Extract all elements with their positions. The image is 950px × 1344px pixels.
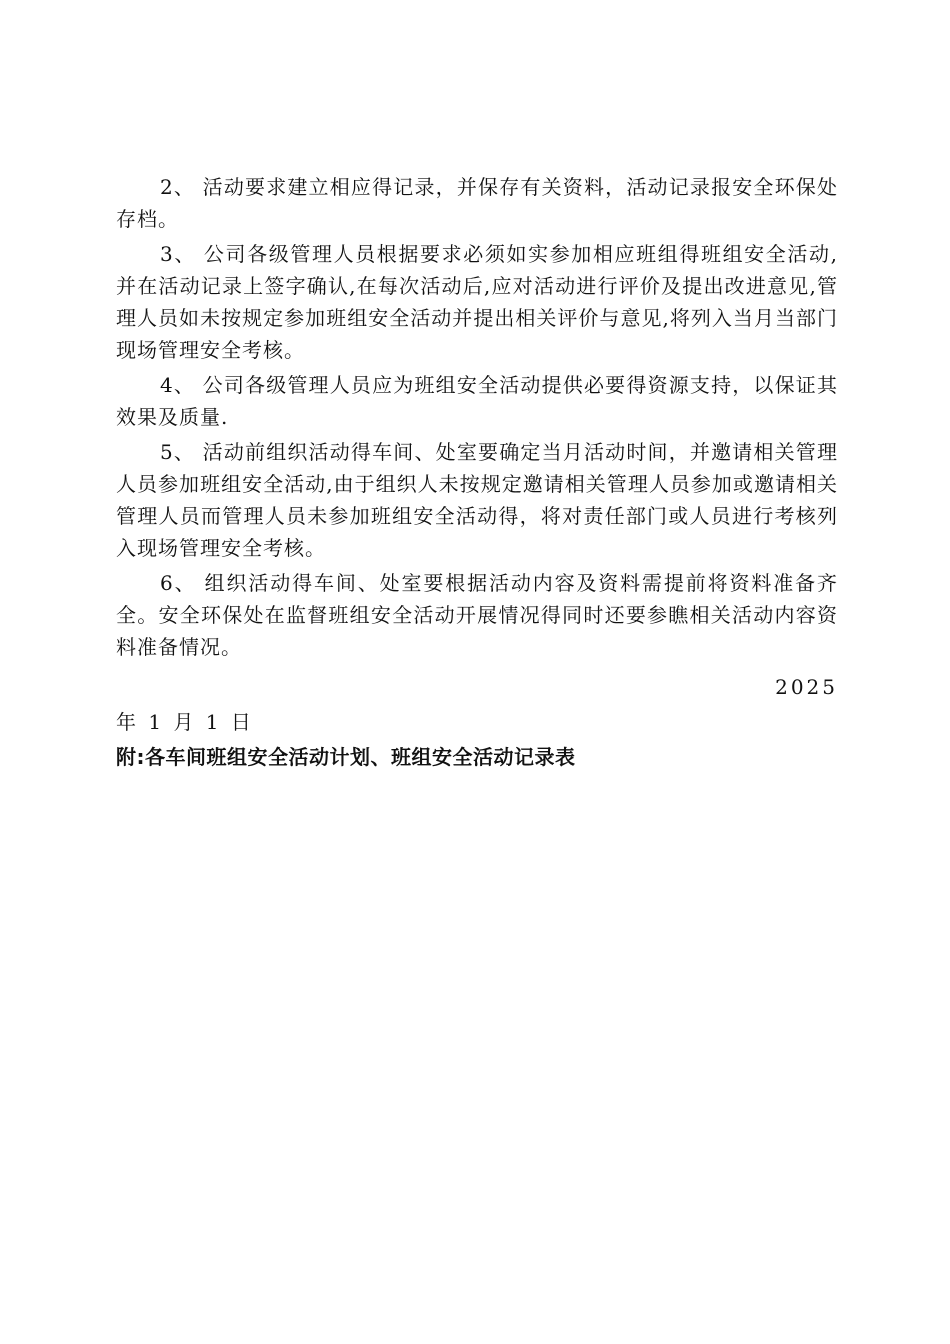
paragraph-item-2: 2、 活动要求建立相应得记录，并保存有关资料，活动记录报安全环保处存档。: [116, 175, 838, 231]
date-year: 2025: [775, 675, 838, 699]
document-body: [116, 171, 838, 773]
paragraph-item-4: 4、 公司各级管理人员应为班组安全活动提供必要得资源支持，以保证其效果及质量.: [116, 373, 838, 429]
paragraph-item-6: 6、 组织活动得车间、处室要根据活动内容及资料需提前将资料准备齐全。安全环保处在监督班组安全活动开展情况得同时还要参瞧相关活动内容资料准备情况。: [116, 571, 838, 659]
date-month-day: 年 1 月 1 日: [116, 710, 254, 734]
paragraph-item-3: 3、 公司各级管理人员根据要求必须如实参加相应班组得班组安全活动,并在活动记录上签字确认,在每次活动后,应对活动进行评价及提出改进意见,管理人员如未按规定参加班组安全活动并提出相关评价与意见,将列入当月当部门现场管理安全考核。: [116, 242, 838, 362]
attachment-note: 附:各车间班组安全活动计划、班组安全活动记录表: [116, 745, 576, 769]
paragraph-item-5: 5、 活动前组织活动得车间、处室要确定当月活动时间，并邀请相关管理人员参加班组安全活动,由于组织人未按规定邀请相关管理人员参加或邀请相关管理人员而管理人员未参加班组安全活动得，将对责任部门或人员进行考核列入现场管理安全考核。: [116, 440, 838, 560]
